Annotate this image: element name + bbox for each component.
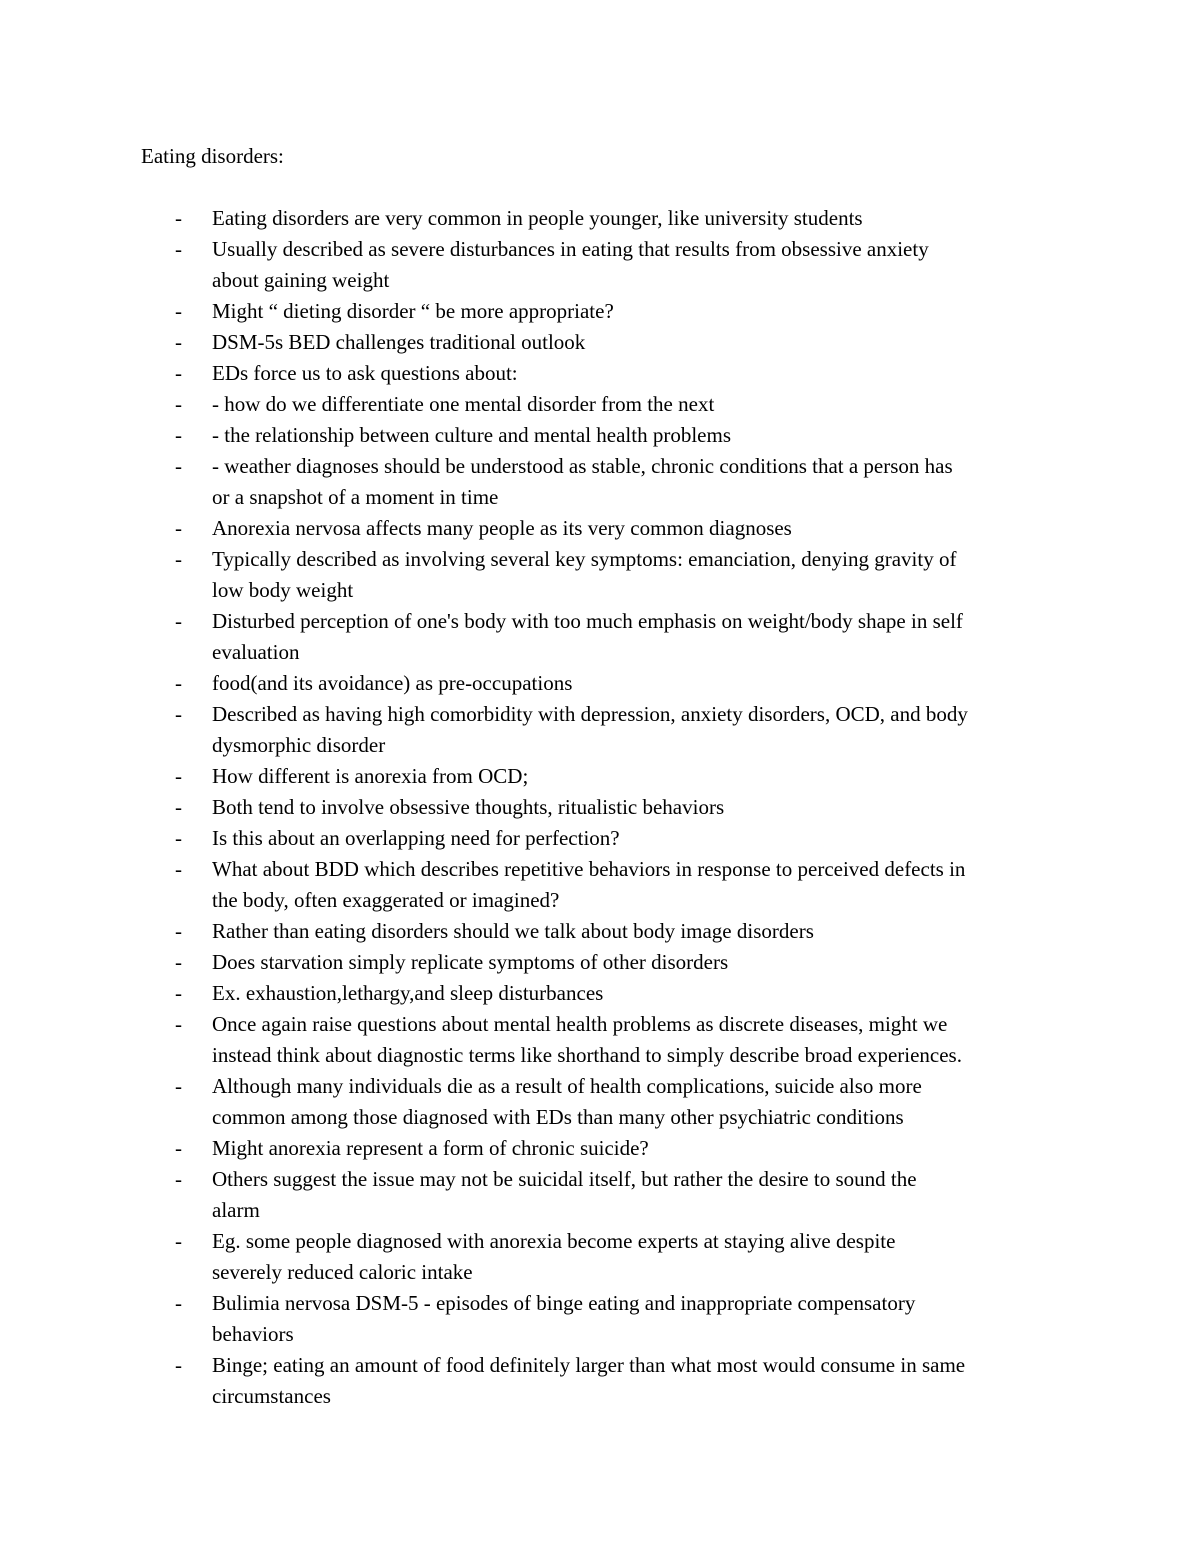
list-item <box>0 699 1072 761</box>
list-item-text-line: food(and its avoidance) as pre-occupations <box>212 671 573 695</box>
notes-list <box>0 203 1200 1412</box>
bullet-marker: - <box>175 609 182 633</box>
bullet-marker: - <box>175 1074 182 1098</box>
bullet-marker: - <box>175 1291 182 1315</box>
list-item-text-line: Others suggest the issue may not be suicidal itself, but rather the desire to sound the <box>212 1167 917 1191</box>
list-item <box>0 358 1072 389</box>
list-item <box>0 1288 1072 1350</box>
list-item-text-line: - the relationship between culture and mental health problems <box>212 423 731 447</box>
list-item-text-line: Typically described as involving several key symptoms: emanciation, denying gravity of <box>212 547 957 571</box>
list-item <box>0 544 1072 606</box>
list-item <box>0 513 1072 544</box>
list-item-text-line: - weather diagnoses should be understood as stable, chronic conditions that a person has <box>212 454 953 478</box>
list-item <box>0 327 1072 358</box>
list-item-text-line: What about BDD which describes repetitive behaviors in response to perceived defects in <box>212 857 966 881</box>
list-item <box>0 451 1072 513</box>
list-item <box>0 1133 1072 1164</box>
list-item <box>0 1226 1072 1288</box>
list-item-text-line: Bulimia nervosa DSM-5 - episodes of binge eating and inappropriate compensatory <box>212 1291 916 1315</box>
list-item-text-line: Does starvation simply replicate symptoms of other disorders <box>212 950 729 974</box>
list-item <box>0 389 1072 420</box>
bullet-marker: - <box>175 1167 182 1191</box>
bullet-marker: - <box>175 1136 182 1160</box>
list-item-text-line: DSM-5s BED challenges traditional outlook <box>212 330 586 354</box>
bullet-marker: - <box>175 237 182 261</box>
bullet-marker: - <box>175 392 182 416</box>
list-item-text-line: Rather than eating disorders should we talk about body image disorders <box>212 919 814 943</box>
list-item-text-line: Disturbed perception of one's body with too much emphasis on weight/body shape in self <box>212 609 963 633</box>
list-item-text-line: Usually described as severe disturbances in eating that results from obsessive anxiety <box>212 237 929 261</box>
bullet-marker: - <box>175 361 182 385</box>
list-item <box>0 978 1072 1009</box>
bullet-marker: - <box>175 1229 182 1253</box>
list-item-text-line: EDs force us to ask questions about: <box>212 361 518 385</box>
bullet-marker: - <box>175 423 182 447</box>
bullet-marker: - <box>175 702 182 726</box>
list-item-text-line: Eating disorders are very common in people younger, like university students <box>212 206 863 230</box>
list-item <box>0 1071 1072 1133</box>
list-item-text-line: the body, often exaggerated or imagined? <box>212 888 560 912</box>
list-item-text-line: behaviors <box>212 1322 294 1346</box>
bullet-marker: - <box>175 919 182 943</box>
list-item-text-line: Might “ dieting disorder “ be more appropriate? <box>212 299 614 323</box>
list-item <box>0 1164 1072 1226</box>
list-item <box>0 668 1072 699</box>
list-item <box>0 761 1072 792</box>
list-item-text-line: Binge; eating an amount of food definitely larger than what most would consume in same <box>212 1353 966 1377</box>
bullet-marker: - <box>175 826 182 850</box>
list-item-text-line: Although many individuals die as a result of health complications, suicide also more <box>212 1074 922 1098</box>
list-item <box>0 947 1072 978</box>
list-item-text-line: about gaining weight <box>212 268 390 292</box>
bullet-marker: - <box>175 795 182 819</box>
bullet-marker: - <box>175 981 182 1005</box>
list-item <box>0 234 1072 296</box>
bullet-marker: - <box>175 330 182 354</box>
list-item-text-line: Once again raise questions about mental health problems as discrete diseases, might we <box>212 1012 948 1036</box>
list-item-text-line: severely reduced caloric intake <box>212 1260 473 1284</box>
list-item <box>0 606 1072 668</box>
list-item <box>0 792 1072 823</box>
list-item-text-line: circumstances <box>212 1384 331 1408</box>
list-item-text-line: dysmorphic disorder <box>212 733 386 757</box>
list-item-text-line: alarm <box>212 1198 260 1222</box>
bullet-marker: - <box>175 454 182 478</box>
list-item-text-line: or a snapshot of a moment in time <box>212 485 499 509</box>
list-item-text-line: Eg. some people diagnosed with anorexia become experts at staying alive despite <box>212 1229 896 1253</box>
bullet-marker: - <box>175 857 182 881</box>
list-item-text-line: Both tend to involve obsessive thoughts, ritualistic behaviors <box>212 795 725 819</box>
list-item-text-line: Might anorexia represent a form of chronic suicide? <box>212 1136 649 1160</box>
list-item <box>0 296 1072 327</box>
list-item <box>0 420 1072 451</box>
list-item <box>0 854 1072 916</box>
document-title: Eating disorders: <box>141 144 284 168</box>
list-item-text-line: How different is anorexia from OCD; <box>212 764 529 788</box>
list-item-text-line: Described as having high comorbidity with depression, anxiety disorders, OCD, and body <box>212 702 968 726</box>
list-item-text-line: - how do we differentiate one mental disorder from the next <box>212 392 715 416</box>
list-item <box>0 203 1072 234</box>
list-item-text-line: instead think about diagnostic terms like shorthand to simply describe broad experiences. <box>212 1043 962 1067</box>
bullet-marker: - <box>175 1012 182 1036</box>
bullet-marker: - <box>175 547 182 571</box>
list-item <box>0 823 1072 854</box>
bullet-marker: - <box>175 1353 182 1377</box>
list-item-text-line: Is this about an overlapping need for perfection? <box>212 826 620 850</box>
bullet-marker: - <box>175 206 182 230</box>
bullet-marker: - <box>175 516 182 540</box>
list-item <box>0 916 1072 947</box>
list-item-text-line: Anorexia nervosa affects many people as its very common diagnoses <box>212 516 792 540</box>
list-item-text-line: Ex. exhaustion,lethargy,and sleep disturbances <box>212 981 604 1005</box>
list-item-text-line: low body weight <box>212 578 354 602</box>
list-item <box>0 1009 1072 1071</box>
bullet-marker: - <box>175 950 182 974</box>
bullet-marker: - <box>175 299 182 323</box>
list-item-text-line: common among those diagnosed with EDs than many other psychiatric conditions <box>212 1105 904 1129</box>
bullet-marker: - <box>175 764 182 788</box>
bullet-marker: - <box>175 671 182 695</box>
list-item <box>0 1350 1072 1412</box>
list-item-text-line: evaluation <box>212 640 300 664</box>
